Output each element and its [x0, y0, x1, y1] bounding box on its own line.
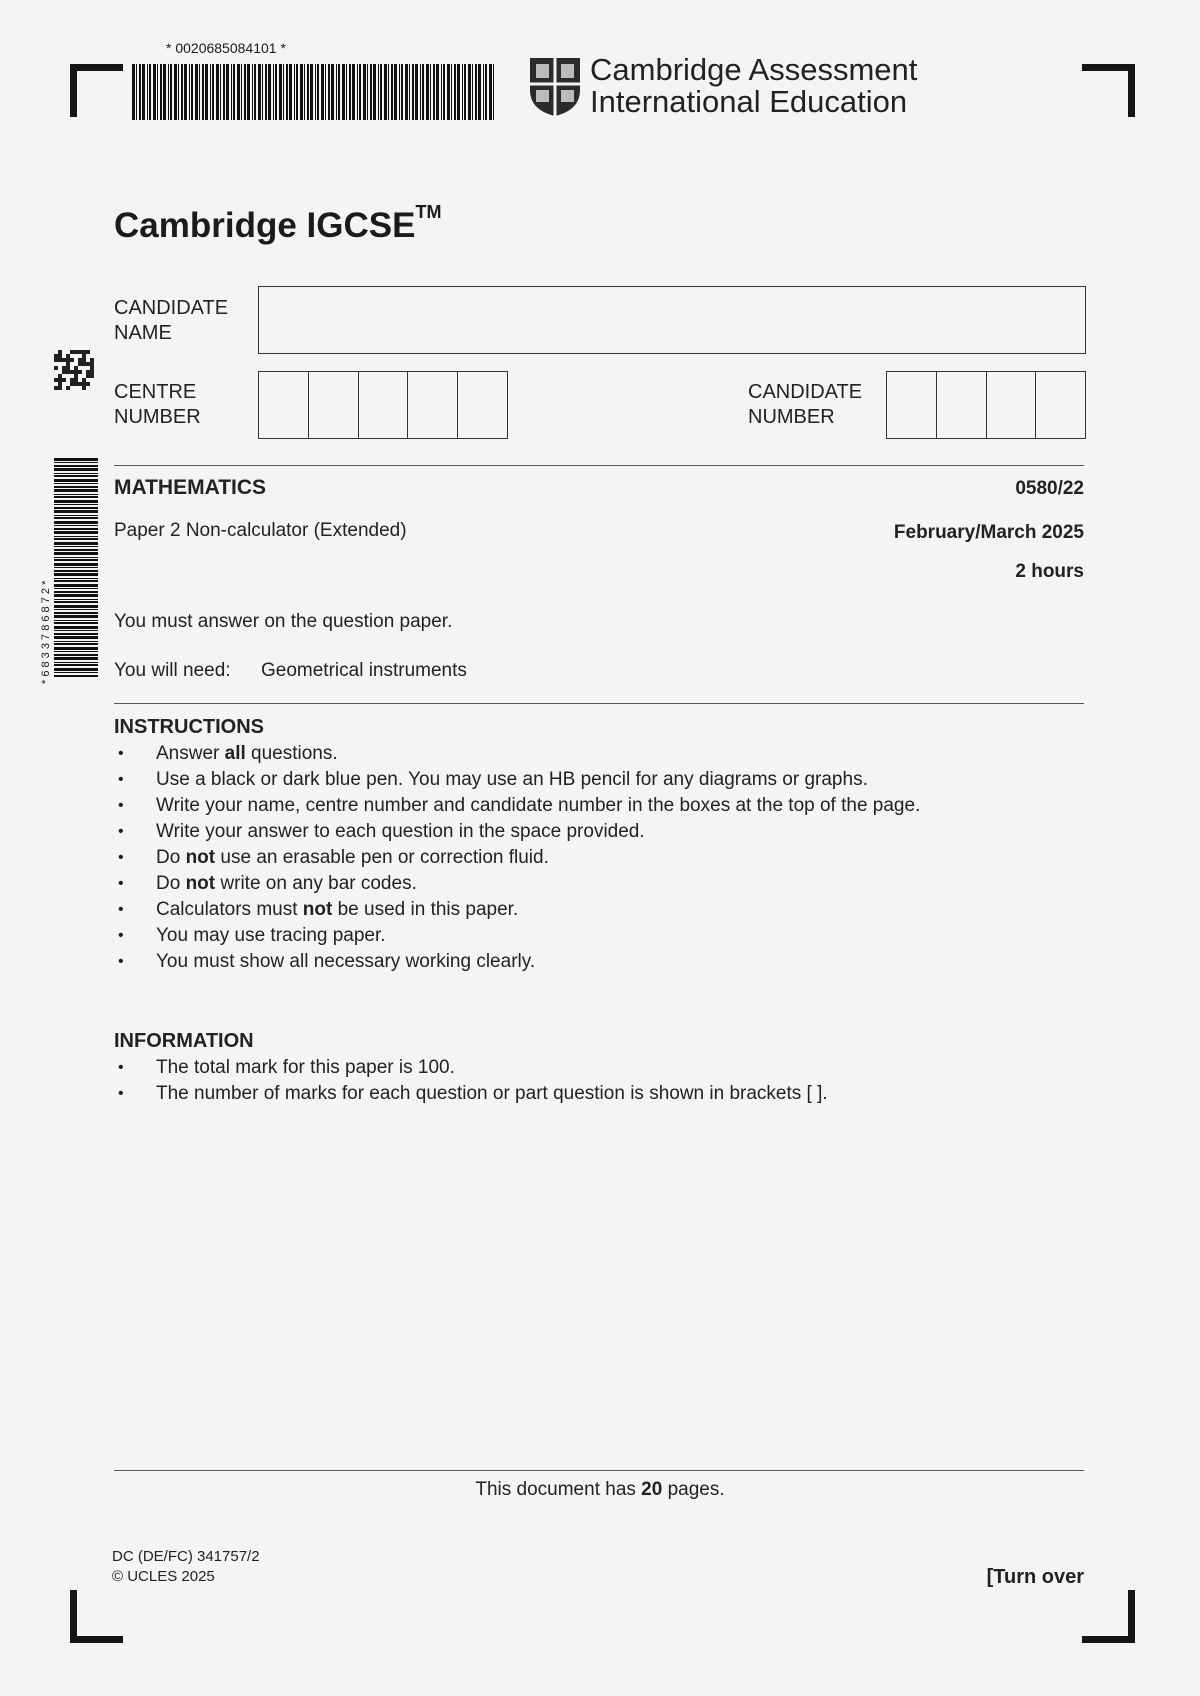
brand-line-1: Cambridge Assessment	[590, 52, 918, 87]
corner-mark-bottom-left	[70, 1590, 123, 1643]
instruction-item	[114, 871, 920, 897]
candidate-name-label	[114, 296, 228, 346]
instruction-item	[114, 819, 920, 845]
instructions-heading: INSTRUCTIONS	[114, 716, 264, 738]
instruction-item	[114, 741, 920, 767]
label-line: NUMBER	[114, 406, 201, 428]
instruction-text: You may use tracing paper.	[156, 925, 386, 946]
instruction-text: be used in this paper.	[332, 899, 519, 920]
exam-duration: 2 hours	[1015, 561, 1084, 582]
digit-cell[interactable]	[937, 372, 987, 438]
side-barcode-code: * 6 8 3 3 7 8 6 8 7 2 *	[40, 580, 52, 684]
instruction-text: Use a black or dark blue pen. You may use an HB pencil for any diagrams or graphs.	[156, 769, 868, 790]
equipment-label: You will need:	[114, 660, 231, 681]
answer-note: You must answer on the question paper.	[114, 611, 453, 632]
corner-mark-top-left	[70, 64, 123, 117]
page-count-note	[0, 1479, 1200, 1501]
instruction-text: Calculators must	[156, 899, 303, 920]
instruction-item	[114, 897, 920, 923]
divider	[114, 703, 1084, 704]
centre-number-label	[114, 380, 201, 430]
equipment-value: Geometrical instruments	[261, 660, 467, 681]
information-heading: INFORMATION	[114, 1030, 254, 1052]
copyright: © UCLES 2025	[112, 1568, 215, 1585]
turn-over-note: [Turn over	[986, 1566, 1084, 1588]
instructions-list	[114, 741, 920, 975]
brand-line-2: International Education	[590, 84, 908, 119]
digit-cell[interactable]	[359, 372, 409, 438]
emphasis-text: not	[302, 899, 333, 920]
page-count-suffix: pages.	[662, 1479, 725, 1500]
paper-name: Paper 2 Non-calculator (Extended)	[114, 520, 407, 541]
instruction-text: Do	[156, 873, 186, 894]
paper-code: 0580/22	[1015, 478, 1084, 499]
divider	[114, 465, 1084, 466]
qr-code-icon	[54, 350, 94, 390]
divider	[114, 1470, 1084, 1471]
centre-number-field[interactable]	[258, 371, 508, 439]
emphasis-text: not	[185, 847, 216, 868]
instruction-text: use an erasable pen or correction fluid.	[215, 847, 549, 868]
digit-cell[interactable]	[887, 372, 937, 438]
label-line: CENTRE	[114, 381, 197, 403]
document-code: DC (DE/FC) 341757/2	[112, 1548, 260, 1565]
instruction-item	[114, 845, 920, 871]
cambridge-crest-icon	[528, 56, 582, 118]
instruction-text: Answer	[156, 743, 225, 764]
digit-cell[interactable]	[458, 372, 507, 438]
label-line: NUMBER	[748, 406, 835, 428]
information-item: • The total mark for this paper is 100.	[114, 1055, 828, 1081]
emphasis-text: all	[224, 743, 246, 764]
page-title	[114, 202, 442, 246]
digit-cell[interactable]	[1036, 372, 1085, 438]
title-text: Cambridge IGCSE	[114, 206, 416, 245]
instruction-text: You must show all necessary working clearly.	[156, 951, 536, 972]
digit-cell[interactable]	[408, 372, 458, 438]
barcode-serial: * 0020685084101 *	[166, 40, 286, 56]
emphasis-text: not	[185, 873, 216, 894]
label-line: NAME	[114, 322, 172, 344]
instruction-item	[114, 767, 920, 793]
candidate-number-label	[748, 380, 862, 430]
brand-name	[590, 54, 917, 118]
digit-cell[interactable]	[259, 372, 309, 438]
instruction-item	[114, 923, 920, 949]
information-list	[114, 1055, 828, 1107]
label-line: CANDIDATE	[748, 381, 863, 403]
corner-mark-bottom-right	[1082, 1590, 1135, 1643]
instruction-text: Write your answer to each question in the space provided.	[156, 821, 645, 842]
digit-cell[interactable]	[309, 372, 359, 438]
corner-mark-top-right	[1082, 64, 1135, 117]
exam-session: February/March 2025	[893, 522, 1084, 543]
page-count: 20	[641, 1479, 663, 1500]
side-barcode	[54, 458, 98, 678]
instruction-item	[114, 793, 920, 819]
instruction-text: write on any bar codes.	[215, 873, 417, 894]
instruction-text: Do	[156, 847, 186, 868]
candidate-number-field[interactable]	[886, 371, 1086, 439]
subject-name: MATHEMATICS	[114, 476, 267, 499]
instruction-item	[114, 949, 920, 975]
page-count-prefix: This document has	[475, 1479, 642, 1500]
barcode	[132, 64, 494, 120]
candidate-name-field[interactable]	[258, 286, 1086, 354]
instruction-text: questions.	[245, 743, 338, 764]
label-line: CANDIDATE	[114, 297, 229, 319]
digit-cell[interactable]	[987, 372, 1037, 438]
instruction-text: Write your name, centre number and candidate number in the boxes at the top of the page.	[156, 795, 921, 816]
trademark: TM	[415, 202, 442, 222]
information-item: • The number of marks for each question or part question is shown in brackets [ ].	[114, 1081, 828, 1107]
